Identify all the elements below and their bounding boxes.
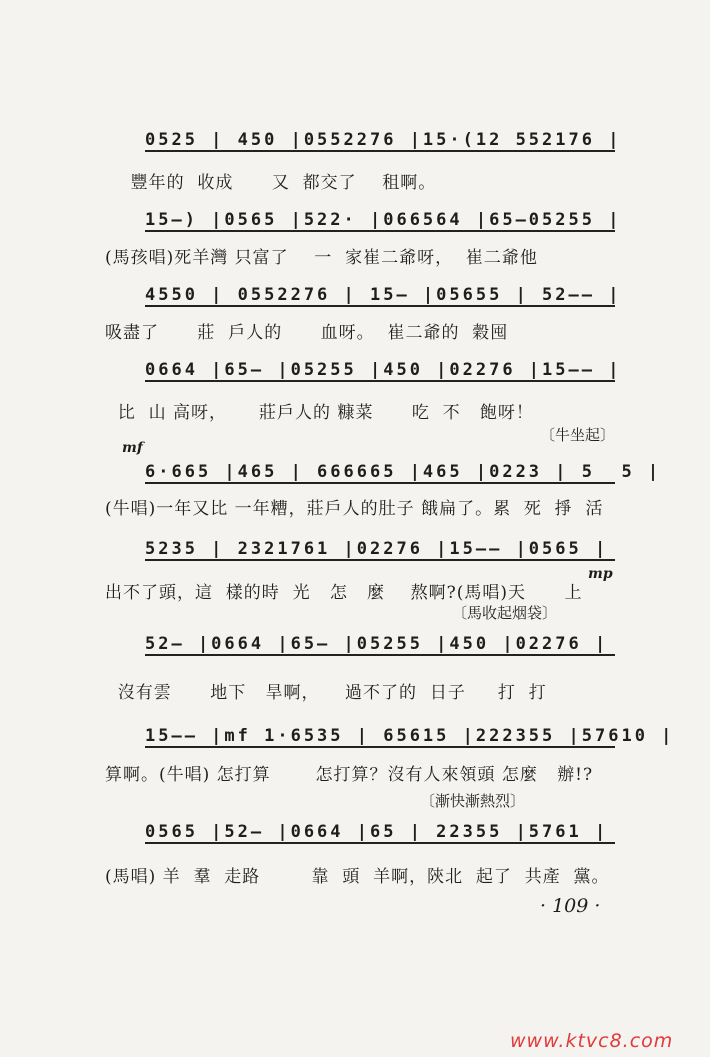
notation-row-9 [145, 818, 645, 852]
notation-row-7 [145, 630, 645, 664]
notation-row-2 [145, 206, 645, 240]
notation-text: 0565 |52— |0664 |65 | 22355 |5761 | [145, 822, 609, 842]
notation-row-4 [145, 356, 645, 390]
beam-line [145, 559, 615, 561]
lyric-row-7: 沒有雲 地下 旱啊， 過不了的 日子 打 打 [105, 683, 547, 703]
lyric-row-1: 豐年的 收成 又 都交了 租啊。 [105, 173, 437, 193]
notation-text: 52— |0664 |65— |05255 |450 |02276 | [145, 634, 609, 654]
notation-text: 15—— |mf 1·6535 | 65615 |222355 |57610 | [145, 726, 675, 746]
notation-row-8 [145, 722, 675, 756]
beam-line [145, 746, 615, 748]
dynamic-mp: mp [588, 566, 613, 582]
lyric-row-9: (馬唱) 羊 羣 走路 靠 頭 羊啊，陝北 起了 共產 黨。 [105, 867, 610, 887]
lyric-row-8: 算啊。(牛唱) 怎打算 怎打算？沒有人來領頭 怎麼 辦!? [105, 765, 594, 785]
stage-cue-ma: 〔馬收起烟袋〕 [452, 604, 558, 622]
notation-text: 0664 |65— |05255 |450 |02276 |15—— | [145, 360, 622, 380]
beam-line [145, 305, 615, 307]
notation-row-5 [145, 458, 662, 492]
beam-line [145, 380, 615, 382]
beam-line [145, 482, 615, 484]
notation-row-1 [145, 126, 645, 160]
notation-row-6 [145, 535, 645, 569]
beam-line [145, 654, 615, 656]
notation-text: 6·665 |465 | 666665 |465 |0223 | 5 5 | [145, 462, 662, 482]
stage-cue-niu: 〔牛坐起〕 [540, 426, 616, 444]
stage-cue-tempo: 〔漸快漸熱烈〕 [420, 792, 526, 810]
beam-line [145, 150, 615, 152]
lyric-row-6: 出不了頭，這 樣的時 光 怎 麼 熬啊?(馬唱)天 上 [105, 583, 583, 603]
notation-text: 4550 | 0552276 | 15— |05655 | 52—— | [145, 285, 622, 305]
notation-row-3 [145, 281, 645, 315]
lyric-row-5: (牛唱)一年又比 一年糟，莊戶人的肚子 餓扁了。累 死 掙 活 [105, 499, 604, 519]
notation-text: 5235 | 2321761 |02276 |15—— |0565 | [145, 539, 609, 559]
lyric-row-3: 吸盡了 莊 戶人的 血呀。 崔二爺的 穀囤 [105, 323, 509, 343]
page-number: · 109 · [540, 895, 601, 917]
notation-text: 0525 | 450 |0552276 |15·(12 552176 | [145, 130, 622, 150]
lyric-row-4: 比 山 高呀， 莊戶人的 糠菜 吃 不 飽呀！ [105, 403, 534, 423]
beam-line [145, 230, 615, 232]
lyric-row-2: (馬孩唱)死羊灣 只富了 一 家崔二爺呀， 崔二爺他 [105, 248, 538, 268]
site-watermark: www.ktvc8.com [510, 1030, 674, 1052]
dynamic-mf: mf [122, 440, 143, 456]
notation-text: 15—) |0565 |522· |066564 |65—05255 | [145, 210, 622, 230]
beam-line [145, 842, 615, 844]
